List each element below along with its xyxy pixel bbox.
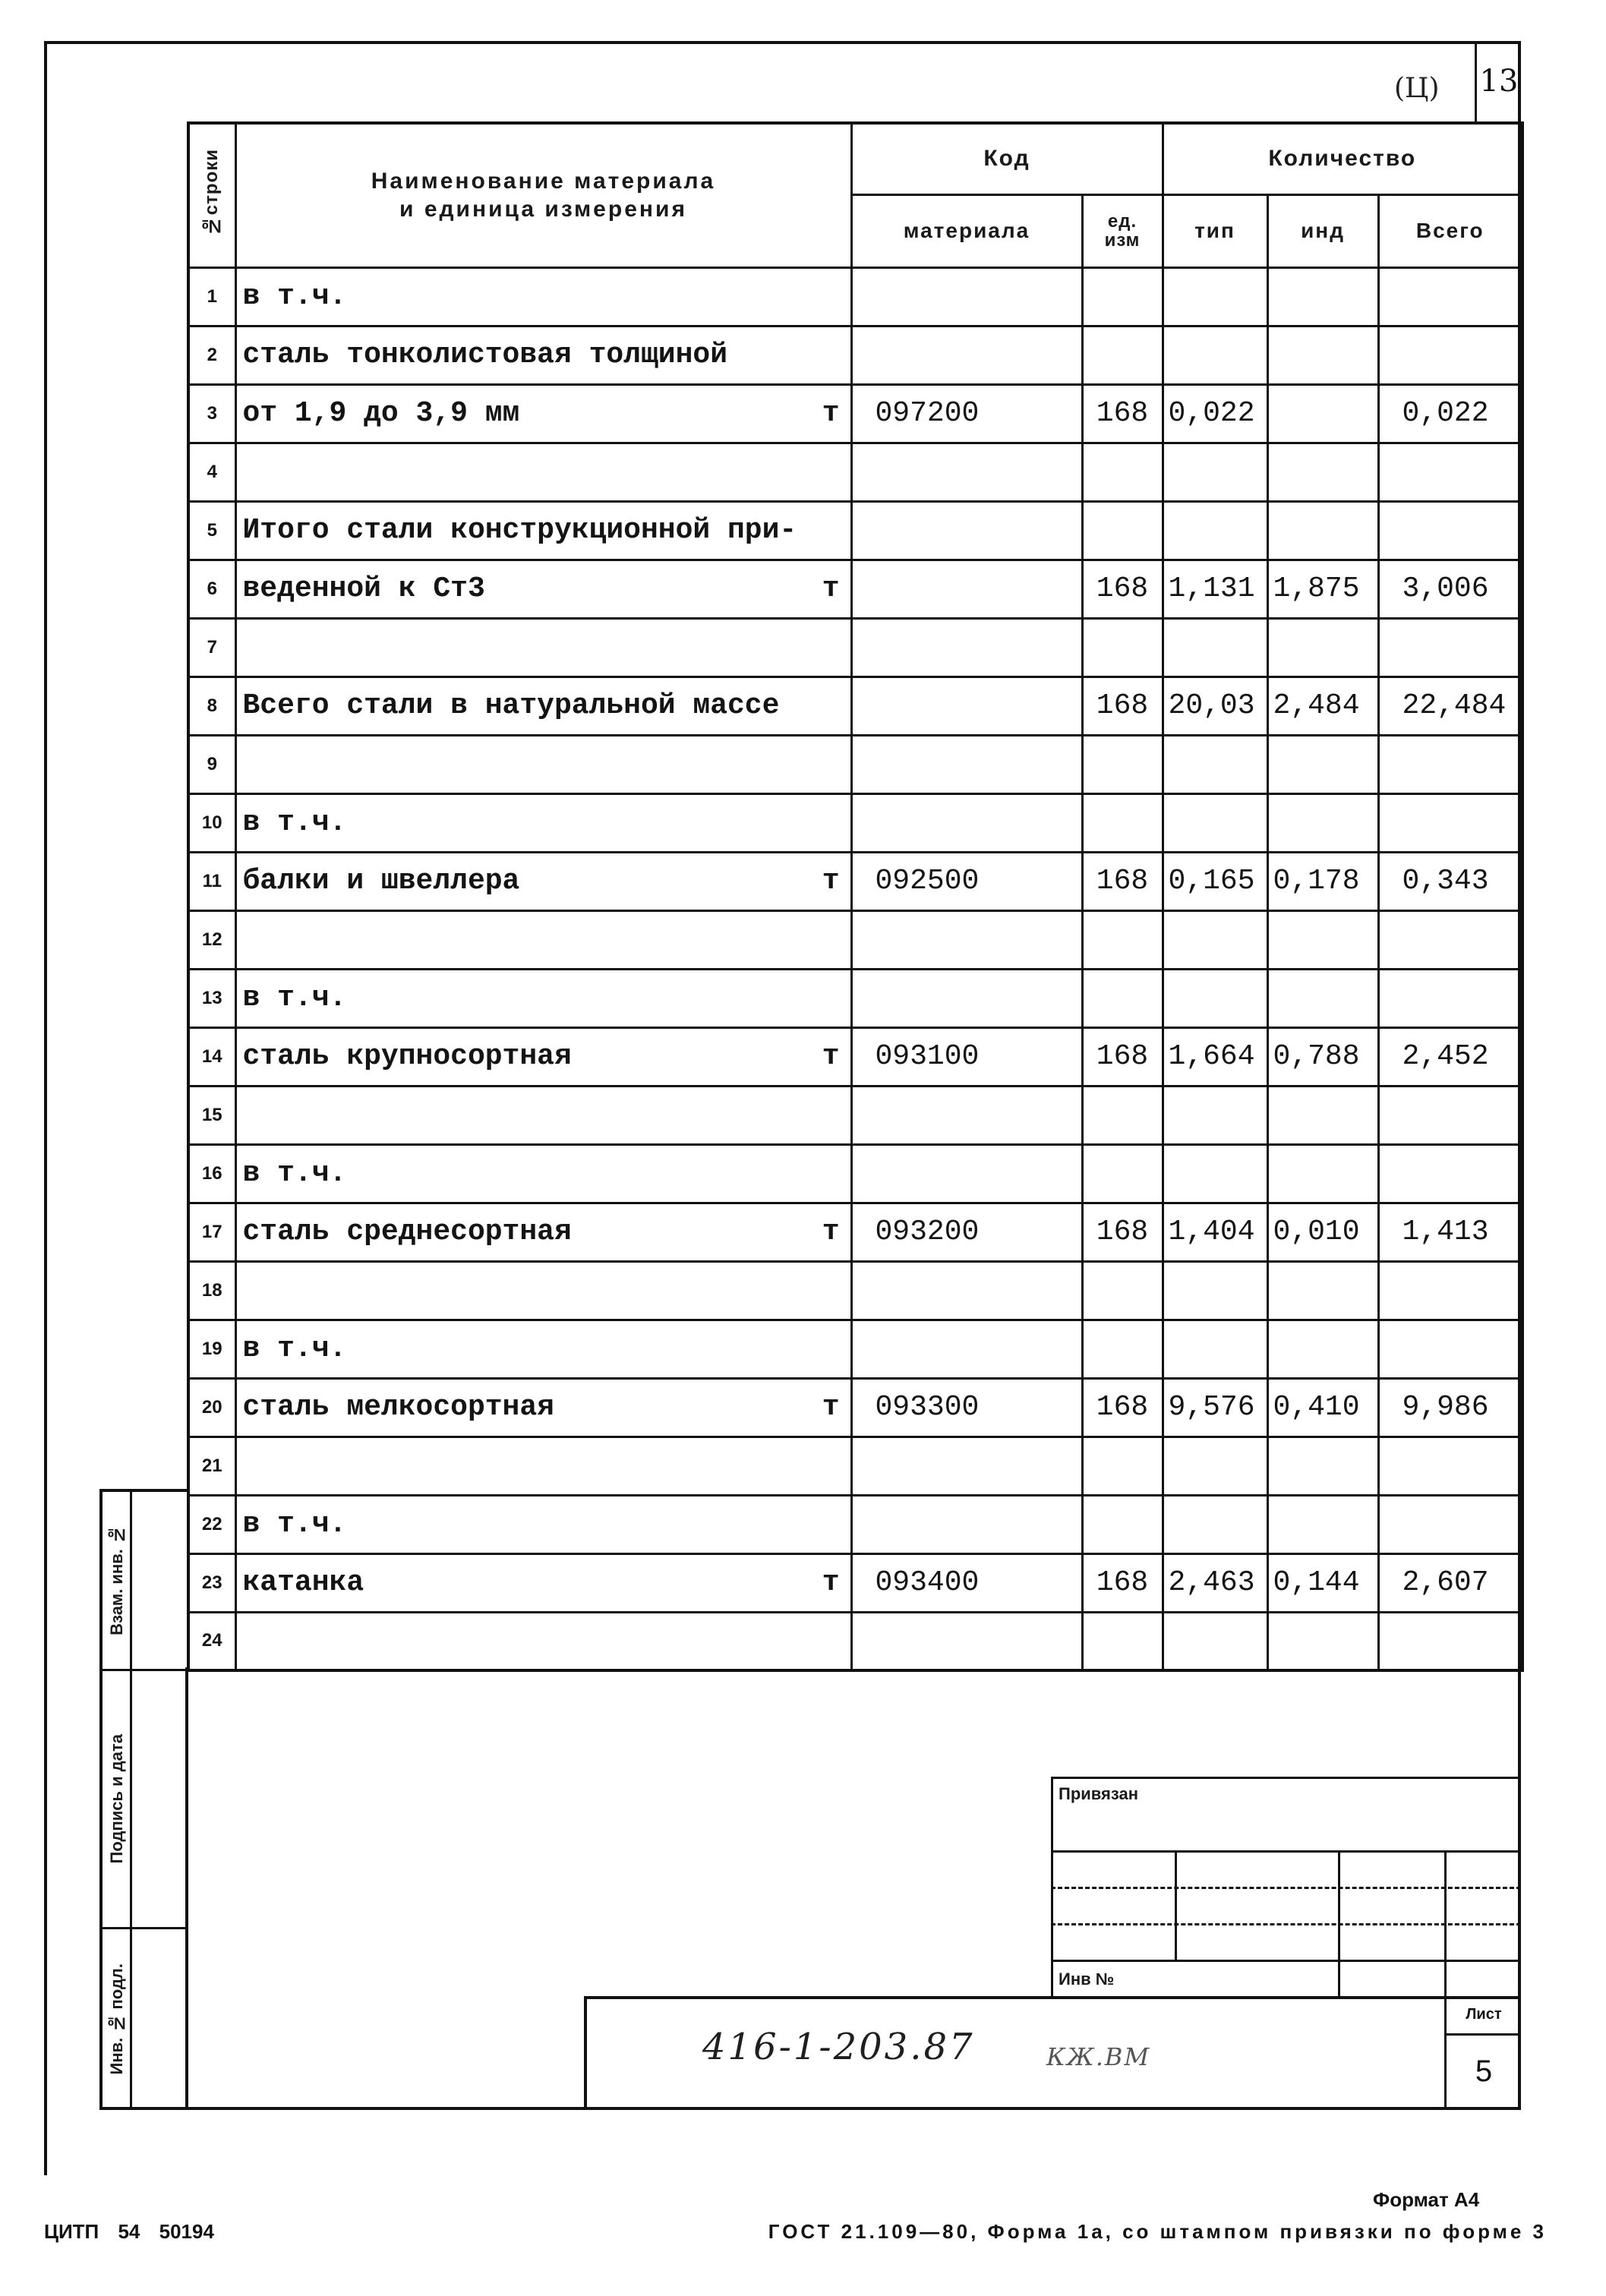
row-number: 22 bbox=[188, 1495, 235, 1553]
table-row bbox=[188, 1553, 1522, 1612]
material-name: в т.ч. bbox=[242, 280, 347, 313]
material-name-line bbox=[237, 1566, 850, 1599]
table-row bbox=[188, 1144, 1522, 1203]
qty-type bbox=[1163, 501, 1267, 560]
material-code bbox=[851, 1437, 1082, 1495]
paper-format: Формат А4 bbox=[1373, 2188, 1480, 2211]
header-code-unit-line-1: ед. bbox=[1107, 210, 1137, 232]
material-code bbox=[851, 1495, 1082, 1553]
qty-total bbox=[1378, 735, 1522, 793]
archive-mark: (Ц) bbox=[1394, 73, 1440, 104]
table-row bbox=[188, 618, 1522, 676]
header-code-unit-line-2: изм bbox=[1104, 230, 1141, 251]
qty-type bbox=[1163, 1261, 1267, 1320]
qty-individual bbox=[1267, 384, 1378, 443]
qty-type bbox=[1163, 443, 1267, 501]
table-header bbox=[188, 123, 1522, 267]
header-code: Код bbox=[851, 123, 1163, 194]
qty-total bbox=[1378, 501, 1522, 560]
qty-individual: 0,410 bbox=[1267, 1378, 1378, 1437]
binding-stamp-line-4 bbox=[1051, 1960, 1521, 1962]
row-number: 20 bbox=[188, 1378, 235, 1437]
table-row bbox=[188, 852, 1522, 910]
table-row bbox=[188, 1261, 1522, 1320]
row-number: 2 bbox=[188, 326, 235, 384]
table-row bbox=[188, 501, 1522, 560]
qty-total: 0,343 bbox=[1378, 852, 1522, 910]
side-stamp-original-inventory-cell bbox=[103, 1929, 131, 2109]
material-code bbox=[851, 1144, 1082, 1203]
material-code: 093200 bbox=[851, 1203, 1082, 1261]
material-name-cell bbox=[235, 1027, 851, 1086]
qty-individual bbox=[1267, 326, 1378, 384]
material-name: в т.ч. bbox=[242, 982, 347, 1014]
publisher-code: ЦИТП 54 50194 bbox=[44, 2220, 214, 2243]
qty-type bbox=[1163, 1437, 1267, 1495]
table-row bbox=[188, 910, 1522, 969]
table-row bbox=[188, 384, 1522, 443]
qty-individual bbox=[1267, 1495, 1378, 1553]
material-name: балки и швеллера bbox=[242, 865, 520, 897]
qty-type: 20,03 bbox=[1163, 676, 1267, 735]
qty-total: 2,452 bbox=[1378, 1027, 1522, 1086]
binding-stamp-col-2 bbox=[1338, 1851, 1340, 1997]
unit-letter: т bbox=[822, 865, 840, 897]
binding-stamp-col-1 bbox=[1175, 1851, 1177, 1961]
material-code bbox=[851, 267, 1082, 326]
qty-total bbox=[1378, 1320, 1522, 1378]
unit-code bbox=[1082, 793, 1163, 852]
qty-type bbox=[1163, 267, 1267, 326]
qty-type: 2,463 bbox=[1163, 1553, 1267, 1612]
unit-code bbox=[1082, 1086, 1163, 1144]
qty-total: 0,022 bbox=[1378, 384, 1522, 443]
qty-type: 1,404 bbox=[1163, 1203, 1267, 1261]
material-name: в т.ч. bbox=[242, 1508, 347, 1541]
material-name-cell bbox=[235, 1612, 851, 1670]
qty-total bbox=[1378, 1612, 1522, 1670]
material-name-line bbox=[237, 397, 850, 430]
table-row bbox=[188, 326, 1522, 384]
table-row bbox=[188, 1027, 1522, 1086]
unit-letter: т bbox=[822, 1566, 840, 1599]
material-name-cell bbox=[235, 1144, 851, 1203]
material-name-line bbox=[237, 1040, 850, 1073]
material-name-cell bbox=[235, 793, 851, 852]
qty-type: 1,664 bbox=[1163, 1027, 1267, 1086]
qty-type: 9,576 bbox=[1163, 1378, 1267, 1437]
header-qty-individual: инд bbox=[1267, 194, 1378, 267]
material-name: сталь крупносортная bbox=[242, 1040, 572, 1073]
material-code: 093400 bbox=[851, 1553, 1082, 1612]
qty-type bbox=[1163, 1495, 1267, 1553]
material-name-line bbox=[237, 1216, 850, 1248]
material-name-cell bbox=[235, 1437, 851, 1495]
material-name-cell bbox=[235, 1495, 851, 1553]
qty-individual bbox=[1267, 1144, 1378, 1203]
material-name: Итого стали конструкционной при- bbox=[242, 514, 797, 547]
sheet-number: 5 bbox=[1475, 2055, 1493, 2088]
binding-stamp-line-2 bbox=[1051, 1887, 1521, 1889]
frame-top-line bbox=[44, 41, 1521, 44]
materials-table bbox=[187, 121, 1524, 1672]
material-name-cell bbox=[235, 560, 851, 618]
qty-individual bbox=[1267, 1612, 1378, 1670]
qty-total bbox=[1378, 793, 1522, 852]
header-row-1 bbox=[188, 123, 1522, 194]
qty-total bbox=[1378, 618, 1522, 676]
standard-note: ГОСТ 21.109—80, Форма 1а, со штампом привязки по форме 3 bbox=[768, 2220, 1547, 2243]
unit-code bbox=[1082, 1437, 1163, 1495]
qty-individual bbox=[1267, 735, 1378, 793]
qty-type bbox=[1163, 1612, 1267, 1670]
qty-individual bbox=[1267, 793, 1378, 852]
unit-code bbox=[1082, 326, 1163, 384]
material-name-cell bbox=[235, 326, 851, 384]
row-number: 11 bbox=[188, 852, 235, 910]
unit-code: 168 bbox=[1082, 1553, 1163, 1612]
material-name: веденной к Ст3 bbox=[242, 572, 485, 605]
qty-individual: 0,144 bbox=[1267, 1553, 1378, 1612]
qty-total bbox=[1378, 969, 1522, 1027]
material-name-line bbox=[237, 1157, 850, 1190]
qty-type bbox=[1163, 793, 1267, 852]
material-code bbox=[851, 1320, 1082, 1378]
sheet-label: Лист bbox=[1447, 1996, 1521, 2036]
qty-total bbox=[1378, 1495, 1522, 1553]
qty-type bbox=[1163, 1320, 1267, 1378]
row-number: 15 bbox=[188, 1086, 235, 1144]
unit-code: 168 bbox=[1082, 1203, 1163, 1261]
sheet-box bbox=[1444, 1996, 1521, 2109]
material-name-cell bbox=[235, 1086, 851, 1144]
material-name-cell bbox=[235, 1378, 851, 1437]
unit-code: 168 bbox=[1082, 852, 1163, 910]
material-code bbox=[851, 501, 1082, 560]
unit-code: 168 bbox=[1082, 560, 1163, 618]
material-name-cell bbox=[235, 852, 851, 910]
header-name-line-2: и единица измерения bbox=[399, 197, 687, 222]
row-number: 21 bbox=[188, 1437, 235, 1495]
qty-type bbox=[1163, 326, 1267, 384]
qty-individual bbox=[1267, 618, 1378, 676]
material-name-cell bbox=[235, 501, 851, 560]
table-row bbox=[188, 1612, 1522, 1670]
qty-individual: 0,178 bbox=[1267, 852, 1378, 910]
material-name-cell bbox=[235, 1203, 851, 1261]
unit-letter: т bbox=[822, 572, 840, 605]
material-code: 092500 bbox=[851, 852, 1082, 910]
unit-code: 168 bbox=[1082, 676, 1163, 735]
row-number: 19 bbox=[188, 1320, 235, 1378]
row-number: 10 bbox=[188, 793, 235, 852]
material-name: от 1,9 до 3,9 мм bbox=[242, 397, 520, 430]
document-mark: КЖ.ВМ bbox=[1046, 2042, 1151, 2071]
qty-type: 0,022 bbox=[1163, 384, 1267, 443]
table-row bbox=[188, 1378, 1522, 1437]
material-name: в т.ч. bbox=[242, 806, 347, 839]
row-number: 24 bbox=[188, 1612, 235, 1670]
material-name-line bbox=[237, 865, 850, 897]
material-code bbox=[851, 560, 1082, 618]
material-name: Всего стали в натуральной массе bbox=[242, 689, 780, 722]
binding-stamp-col-3 bbox=[1444, 1851, 1447, 1997]
qty-total bbox=[1378, 326, 1522, 384]
material-code bbox=[851, 1086, 1082, 1144]
material-name-cell bbox=[235, 1320, 851, 1378]
qty-individual bbox=[1267, 1320, 1378, 1378]
side-stamp-replaced-inventory-cell bbox=[103, 1492, 131, 1669]
qty-type bbox=[1163, 735, 1267, 793]
binding-stamp-title: Привязан bbox=[1059, 1784, 1139, 1803]
qty-total: 1,413 bbox=[1378, 1203, 1522, 1261]
qty-total bbox=[1378, 910, 1522, 969]
qty-individual bbox=[1267, 910, 1378, 969]
material-name-cell bbox=[235, 443, 851, 501]
row-number: 12 bbox=[188, 910, 235, 969]
row-number: 13 bbox=[188, 969, 235, 1027]
unit-letter: т bbox=[822, 1391, 840, 1424]
table-row bbox=[188, 443, 1522, 501]
qty-total bbox=[1378, 267, 1522, 326]
unit-letter: т bbox=[822, 1040, 840, 1073]
qty-type bbox=[1163, 1086, 1267, 1144]
material-code bbox=[851, 326, 1082, 384]
qty-individual: 1,875 bbox=[1267, 560, 1378, 618]
qty-type bbox=[1163, 910, 1267, 969]
material-name: катанка bbox=[242, 1566, 364, 1599]
header-qty-type: тип bbox=[1163, 194, 1267, 267]
material-name-cell bbox=[235, 910, 851, 969]
unit-code bbox=[1082, 1612, 1163, 1670]
frame-left-line bbox=[44, 41, 47, 2175]
material-name: в т.ч. bbox=[242, 1332, 347, 1365]
header-row-number: №строки bbox=[201, 148, 222, 236]
material-name-line bbox=[237, 806, 850, 839]
unit-code bbox=[1082, 1320, 1163, 1378]
unit-code bbox=[1082, 1144, 1163, 1203]
material-code: 093300 bbox=[851, 1378, 1082, 1437]
document-designation: 416-1-203.87 bbox=[702, 2026, 975, 2068]
qty-individual bbox=[1267, 1086, 1378, 1144]
row-number: 16 bbox=[188, 1144, 235, 1203]
material-name-line bbox=[237, 1391, 850, 1424]
unit-code: 168 bbox=[1082, 1378, 1163, 1437]
qty-type bbox=[1163, 618, 1267, 676]
table-row bbox=[188, 1203, 1522, 1261]
table-row bbox=[188, 267, 1522, 326]
unit-code bbox=[1082, 910, 1163, 969]
material-code bbox=[851, 1261, 1082, 1320]
side-stamp-original-inventory: Инв. № подл. bbox=[107, 1963, 126, 2075]
material-code: 093100 bbox=[851, 1027, 1082, 1086]
table-row bbox=[188, 1437, 1522, 1495]
material-name-cell bbox=[235, 969, 851, 1027]
material-name-cell bbox=[235, 267, 851, 326]
qty-individual bbox=[1267, 969, 1378, 1027]
header-material-name-cell bbox=[235, 123, 851, 267]
row-number: 3 bbox=[188, 384, 235, 443]
material-name-cell bbox=[235, 618, 851, 676]
material-name-line bbox=[237, 982, 850, 1014]
material-name-line bbox=[237, 280, 850, 313]
qty-individual bbox=[1267, 443, 1378, 501]
material-name-cell bbox=[235, 735, 851, 793]
table-row bbox=[188, 1320, 1522, 1378]
row-number: 7 bbox=[188, 618, 235, 676]
unit-code bbox=[1082, 443, 1163, 501]
row-number: 8 bbox=[188, 676, 235, 735]
unit-code bbox=[1082, 1495, 1163, 1553]
qty-total: 9,986 bbox=[1378, 1378, 1522, 1437]
header-qty-total: Всего bbox=[1378, 194, 1522, 267]
qty-type: 0,165 bbox=[1163, 852, 1267, 910]
table-row bbox=[188, 1086, 1522, 1144]
material-name: в т.ч. bbox=[242, 1157, 347, 1190]
header-code-material: материала bbox=[851, 194, 1082, 267]
qty-total bbox=[1378, 1144, 1522, 1203]
material-name-line bbox=[237, 514, 850, 547]
row-number: 6 bbox=[188, 560, 235, 618]
material-name-line bbox=[237, 1332, 850, 1365]
row-number: 5 bbox=[188, 501, 235, 560]
material-name: сталь тонколистовая толщиной bbox=[242, 339, 728, 371]
row-number: 1 bbox=[188, 267, 235, 326]
material-code bbox=[851, 1612, 1082, 1670]
material-code bbox=[851, 735, 1082, 793]
materials-table-body bbox=[188, 267, 1522, 1670]
page-number: 13 bbox=[1479, 64, 1519, 99]
row-number: 23 bbox=[188, 1553, 235, 1612]
unit-code bbox=[1082, 501, 1163, 560]
qty-type bbox=[1163, 1144, 1267, 1203]
qty-type bbox=[1163, 969, 1267, 1027]
qty-total bbox=[1378, 1261, 1522, 1320]
unit-code bbox=[1082, 969, 1163, 1027]
material-name-line bbox=[237, 1508, 850, 1541]
unit-letter: т bbox=[822, 1216, 840, 1248]
qty-total: 22,484 bbox=[1378, 676, 1522, 735]
header-code-unit-cell bbox=[1082, 194, 1163, 267]
material-code bbox=[851, 793, 1082, 852]
table-row bbox=[188, 735, 1522, 793]
material-name-cell bbox=[235, 384, 851, 443]
qty-total: 2,607 bbox=[1378, 1553, 1522, 1612]
side-stamp-signature-date-cell bbox=[103, 1671, 131, 1927]
qty-total: 3,006 bbox=[1378, 560, 1522, 618]
table-row bbox=[188, 969, 1522, 1027]
unit-code bbox=[1082, 267, 1163, 326]
material-name-line bbox=[237, 689, 850, 722]
material-code bbox=[851, 969, 1082, 1027]
table-row bbox=[188, 793, 1522, 852]
material-name-cell bbox=[235, 676, 851, 735]
qty-individual bbox=[1267, 1437, 1378, 1495]
row-number: 9 bbox=[188, 735, 235, 793]
material-code: 097200 bbox=[851, 384, 1082, 443]
row-number: 17 bbox=[188, 1203, 235, 1261]
row-number: 18 bbox=[188, 1261, 235, 1320]
page-number-box bbox=[1475, 41, 1521, 121]
qty-individual bbox=[1267, 501, 1378, 560]
material-code bbox=[851, 618, 1082, 676]
header-name-line-1: Наименование материала bbox=[371, 168, 716, 194]
qty-type: 1,131 bbox=[1163, 560, 1267, 618]
qty-total bbox=[1378, 443, 1522, 501]
qty-total bbox=[1378, 1437, 1522, 1495]
material-name-line bbox=[237, 572, 850, 605]
material-name: сталь мелкосортная bbox=[242, 1391, 554, 1424]
table-row bbox=[188, 560, 1522, 618]
binding-stamp-inventory-label: Инв № bbox=[1059, 1970, 1115, 1988]
row-number: 4 bbox=[188, 443, 235, 501]
qty-individual: 0,010 bbox=[1267, 1203, 1378, 1261]
header-quantity: Количество bbox=[1163, 123, 1522, 194]
qty-individual: 2,484 bbox=[1267, 676, 1378, 735]
material-code bbox=[851, 910, 1082, 969]
material-code bbox=[851, 676, 1082, 735]
side-stamp bbox=[99, 1489, 187, 2109]
qty-individual: 0,788 bbox=[1267, 1027, 1378, 1086]
qty-individual bbox=[1267, 267, 1378, 326]
row-number: 14 bbox=[188, 1027, 235, 1086]
unit-code: 168 bbox=[1082, 1027, 1163, 1086]
material-code bbox=[851, 443, 1082, 501]
qty-total bbox=[1378, 1086, 1522, 1144]
side-stamp-replaced-inventory: Взам. инв. № bbox=[107, 1525, 126, 1635]
unit-code: 168 bbox=[1082, 384, 1163, 443]
binding-stamp-line-1 bbox=[1051, 1850, 1521, 1853]
material-name-line bbox=[237, 339, 850, 371]
qty-individual bbox=[1267, 1261, 1378, 1320]
unit-code bbox=[1082, 618, 1163, 676]
side-stamp-signature-date: Подпись и дата bbox=[107, 1734, 126, 1864]
material-name-cell bbox=[235, 1261, 851, 1320]
unit-code bbox=[1082, 735, 1163, 793]
unit-code bbox=[1082, 1261, 1163, 1320]
header-row-number-cell bbox=[188, 123, 235, 267]
material-name: сталь среднесортная bbox=[242, 1216, 572, 1248]
table-row bbox=[188, 676, 1522, 735]
binding-stamp-line-3 bbox=[1051, 1923, 1521, 1925]
table-row bbox=[188, 1495, 1522, 1553]
material-name-cell bbox=[235, 1553, 851, 1612]
unit-letter: т bbox=[822, 397, 840, 430]
